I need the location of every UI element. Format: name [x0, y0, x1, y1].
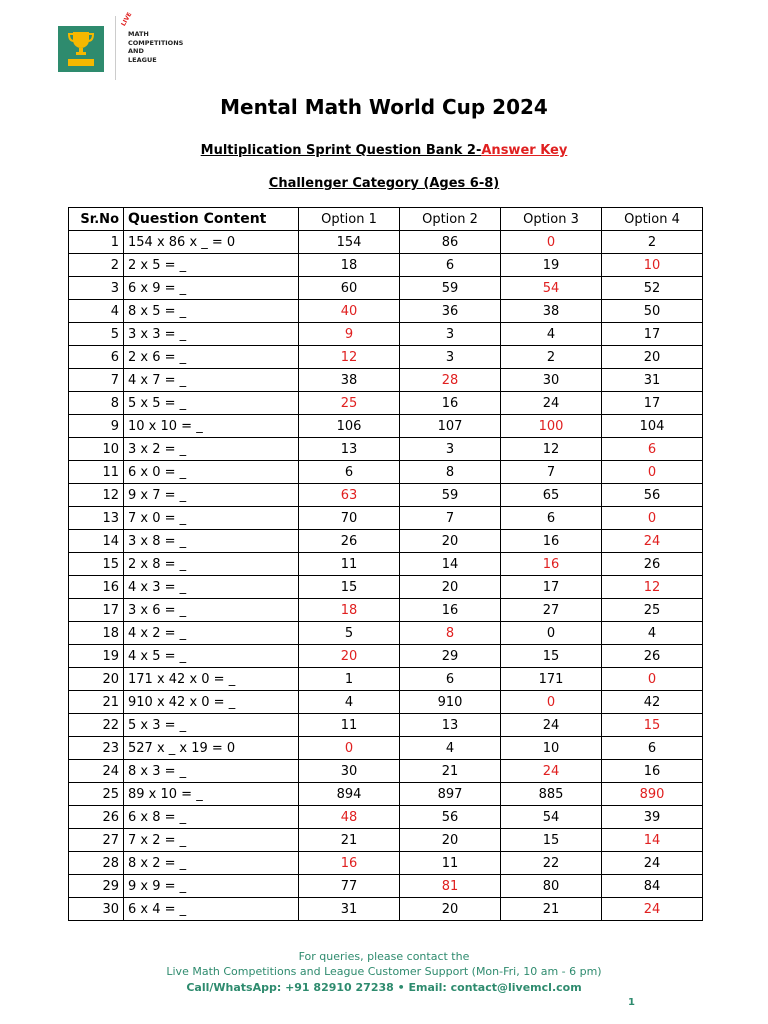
row-srno: 20	[69, 668, 124, 691]
row-option: 30	[299, 760, 400, 783]
page-subtitle	[0, 143, 768, 158]
row-option: 21	[299, 829, 400, 852]
table-row	[69, 277, 703, 300]
row-correct-option: 0	[501, 231, 602, 254]
row-option: 5	[299, 622, 400, 645]
row-option: 22	[501, 852, 602, 875]
row-correct-option: 48	[299, 806, 400, 829]
row-question: 3 x 6 = _	[124, 599, 299, 622]
row-option: 84	[602, 875, 703, 898]
row-question: 6 x 4 = _	[124, 898, 299, 921]
row-option: 54	[501, 806, 602, 829]
row-option: 897	[400, 783, 501, 806]
row-question: 4 x 7 = _	[124, 369, 299, 392]
row-option: 14	[400, 553, 501, 576]
row-question: 5 x 3 = _	[124, 714, 299, 737]
logo-plate	[68, 59, 94, 66]
row-option: 106	[299, 415, 400, 438]
row-correct-option: 28	[400, 369, 501, 392]
row-option: 4	[299, 691, 400, 714]
header-srno: Sr.No	[69, 208, 124, 231]
table-row	[69, 300, 703, 323]
row-correct-option: 18	[299, 599, 400, 622]
row-option: 42	[602, 691, 703, 714]
row-option: 21	[501, 898, 602, 921]
row-correct-option: 81	[400, 875, 501, 898]
row-option: 16	[602, 760, 703, 783]
row-correct-option: 0	[501, 691, 602, 714]
row-srno: 17	[69, 599, 124, 622]
row-srno: 4	[69, 300, 124, 323]
row-correct-option: 6	[602, 438, 703, 461]
row-srno: 22	[69, 714, 124, 737]
row-question: 8 x 5 = _	[124, 300, 299, 323]
row-option: 4	[602, 622, 703, 645]
row-question: 89 x 10 = _	[124, 783, 299, 806]
row-srno: 7	[69, 369, 124, 392]
page-title: Mental Math World Cup 2024	[220, 95, 548, 119]
row-question: 8 x 3 = _	[124, 760, 299, 783]
row-srno: 15	[69, 553, 124, 576]
row-option: 15	[501, 645, 602, 668]
header-question: Question Content	[124, 208, 299, 231]
row-option: 29	[400, 645, 501, 668]
header-option-4: Option 4	[602, 208, 703, 231]
row-option: 7	[400, 507, 501, 530]
row-question: 5 x 5 = _	[124, 392, 299, 415]
footer-line-2: Live Math Competitions and League Customer Support (Mon-Fri, 10 am - 6 pm)	[166, 965, 602, 978]
row-option: 15	[501, 829, 602, 852]
table-row	[69, 645, 703, 668]
row-correct-option: 12	[299, 346, 400, 369]
row-question: 154 x 86 x _ = 0	[124, 231, 299, 254]
row-option: 56	[602, 484, 703, 507]
row-option: 20	[400, 576, 501, 599]
row-option: 20	[602, 346, 703, 369]
row-option: 24	[501, 392, 602, 415]
row-correct-option: 12	[602, 576, 703, 599]
row-option: 107	[400, 415, 501, 438]
trophy-icon	[67, 30, 95, 56]
row-srno: 26	[69, 806, 124, 829]
row-option: 59	[400, 484, 501, 507]
row-option: 154	[299, 231, 400, 254]
row-question: 171 x 42 x 0 = _	[124, 668, 299, 691]
row-srno: 16	[69, 576, 124, 599]
row-option: 12	[501, 438, 602, 461]
row-option: 77	[299, 875, 400, 898]
header-option-3: Option 3	[501, 208, 602, 231]
row-option: 20	[400, 829, 501, 852]
row-correct-option: 9	[299, 323, 400, 346]
row-option: 16	[400, 599, 501, 622]
row-question: 4 x 3 = _	[124, 576, 299, 599]
row-srno: 21	[69, 691, 124, 714]
row-srno: 25	[69, 783, 124, 806]
row-option: 6	[501, 507, 602, 530]
table-row	[69, 668, 703, 691]
row-srno: 24	[69, 760, 124, 783]
row-correct-option: 0	[299, 737, 400, 760]
row-option: 13	[299, 438, 400, 461]
row-srno: 1	[69, 231, 124, 254]
row-option: 2	[602, 231, 703, 254]
row-srno: 23	[69, 737, 124, 760]
row-option: 18	[299, 254, 400, 277]
row-question: 6 x 9 = _	[124, 277, 299, 300]
row-option: 86	[400, 231, 501, 254]
table-row	[69, 737, 703, 760]
row-correct-option: 16	[501, 553, 602, 576]
table-row	[69, 599, 703, 622]
row-correct-option: 24	[501, 760, 602, 783]
table-row	[69, 829, 703, 852]
table-header-row	[69, 208, 703, 231]
row-option: 4	[400, 737, 501, 760]
row-option: 56	[400, 806, 501, 829]
row-correct-option: 20	[299, 645, 400, 668]
row-option: 50	[602, 300, 703, 323]
row-option: 11	[299, 553, 400, 576]
row-option: 25	[602, 599, 703, 622]
row-option: 21	[400, 760, 501, 783]
row-option: 17	[501, 576, 602, 599]
row-option: 27	[501, 599, 602, 622]
row-correct-option: 40	[299, 300, 400, 323]
row-option: 171	[501, 668, 602, 691]
row-correct-option: 14	[602, 829, 703, 852]
row-question: 7 x 2 = _	[124, 829, 299, 852]
row-option: 11	[400, 852, 501, 875]
row-option: 38	[299, 369, 400, 392]
row-option: 885	[501, 783, 602, 806]
row-question: 527 x _ x 19 = 0	[124, 737, 299, 760]
row-correct-option: 15	[602, 714, 703, 737]
row-correct-option: 100	[501, 415, 602, 438]
table-row	[69, 576, 703, 599]
row-option: 13	[400, 714, 501, 737]
row-option: 26	[299, 530, 400, 553]
row-srno: 27	[69, 829, 124, 852]
row-correct-option: 25	[299, 392, 400, 415]
table-row	[69, 806, 703, 829]
row-question: 7 x 0 = _	[124, 507, 299, 530]
table-row	[69, 461, 703, 484]
row-srno: 19	[69, 645, 124, 668]
row-option: 20	[400, 898, 501, 921]
logo-live-text: LIVE	[120, 11, 134, 28]
header-option-1: Option 1	[299, 208, 400, 231]
row-option: 6	[400, 254, 501, 277]
logo-divider	[115, 16, 116, 80]
row-correct-option: 890	[602, 783, 703, 806]
row-correct-option: 63	[299, 484, 400, 507]
table-row	[69, 323, 703, 346]
row-option: 59	[400, 277, 501, 300]
row-srno: 28	[69, 852, 124, 875]
row-option: 31	[602, 369, 703, 392]
table-row	[69, 852, 703, 875]
table-row	[69, 369, 703, 392]
row-option: 894	[299, 783, 400, 806]
row-question: 4 x 2 = _	[124, 622, 299, 645]
table-row	[69, 346, 703, 369]
footer-line-1: For queries, please contact the	[298, 950, 470, 963]
row-option: 16	[501, 530, 602, 553]
row-question: 9 x 9 = _	[124, 875, 299, 898]
row-option: 70	[299, 507, 400, 530]
row-option: 17	[602, 392, 703, 415]
row-option: 36	[400, 300, 501, 323]
row-question: 4 x 5 = _	[124, 645, 299, 668]
table-row	[69, 553, 703, 576]
row-correct-option: 16	[299, 852, 400, 875]
row-srno: 6	[69, 346, 124, 369]
row-question: 6 x 8 = _	[124, 806, 299, 829]
row-option: 910	[400, 691, 501, 714]
row-srno: 10	[69, 438, 124, 461]
row-srno: 5	[69, 323, 124, 346]
row-srno: 3	[69, 277, 124, 300]
table-row	[69, 415, 703, 438]
row-option: 3	[400, 346, 501, 369]
row-option: 10	[501, 737, 602, 760]
row-option: 2	[501, 346, 602, 369]
row-option: 38	[501, 300, 602, 323]
row-srno: 14	[69, 530, 124, 553]
row-option: 20	[400, 530, 501, 553]
row-option: 6	[602, 737, 703, 760]
row-question: 2 x 5 = _	[124, 254, 299, 277]
table-row	[69, 691, 703, 714]
row-option: 4	[501, 323, 602, 346]
row-option: 8	[400, 461, 501, 484]
row-srno: 30	[69, 898, 124, 921]
row-correct-option: 8	[400, 622, 501, 645]
row-option: 26	[602, 645, 703, 668]
table-row	[69, 622, 703, 645]
row-option: 52	[602, 277, 703, 300]
row-question: 3 x 3 = _	[124, 323, 299, 346]
row-question: 8 x 2 = _	[124, 852, 299, 875]
table-row	[69, 760, 703, 783]
brand-logo	[58, 11, 184, 76]
row-option: 6	[299, 461, 400, 484]
row-option: 104	[602, 415, 703, 438]
logo-brand-text: MATH COMPETITIONS AND LEAGUE	[128, 30, 184, 64]
table-row	[69, 507, 703, 530]
row-question: 3 x 2 = _	[124, 438, 299, 461]
row-option: 26	[602, 553, 703, 576]
row-question: 2 x 8 = _	[124, 553, 299, 576]
table-row	[69, 875, 703, 898]
header-option-2: Option 2	[400, 208, 501, 231]
row-option: 31	[299, 898, 400, 921]
row-question: 9 x 7 = _	[124, 484, 299, 507]
row-srno: 13	[69, 507, 124, 530]
row-question: 2 x 6 = _	[124, 346, 299, 369]
table-row	[69, 438, 703, 461]
logo-badge	[58, 26, 104, 72]
row-srno: 9	[69, 415, 124, 438]
table-row	[69, 392, 703, 415]
row-option: 39	[602, 806, 703, 829]
table-row	[69, 783, 703, 806]
row-option: 11	[299, 714, 400, 737]
row-question: 3 x 8 = _	[124, 530, 299, 553]
row-srno: 18	[69, 622, 124, 645]
table-row	[69, 254, 703, 277]
row-option: 0	[501, 622, 602, 645]
row-srno: 12	[69, 484, 124, 507]
table-row	[69, 530, 703, 553]
row-srno: 8	[69, 392, 124, 415]
row-correct-option: 24	[602, 898, 703, 921]
row-option: 65	[501, 484, 602, 507]
row-option: 15	[299, 576, 400, 599]
row-question: 10 x 10 = _	[124, 415, 299, 438]
row-option: 3	[400, 438, 501, 461]
row-correct-option: 0	[602, 668, 703, 691]
table-row	[69, 714, 703, 737]
row-correct-option: 0	[602, 461, 703, 484]
answer-table	[68, 207, 703, 921]
row-correct-option: 0	[602, 507, 703, 530]
table-row	[69, 898, 703, 921]
row-option: 24	[602, 852, 703, 875]
table-row	[69, 231, 703, 254]
row-option: 17	[602, 323, 703, 346]
row-correct-option: 54	[501, 277, 602, 300]
row-srno: 11	[69, 461, 124, 484]
subtitle-answer-key: Answer Key	[481, 143, 568, 158]
row-option: 30	[501, 369, 602, 392]
row-option: 7	[501, 461, 602, 484]
row-option: 60	[299, 277, 400, 300]
row-correct-option: 24	[602, 530, 703, 553]
category-heading: Challenger Category (Ages 6-8)	[268, 176, 500, 191]
row-option: 3	[400, 323, 501, 346]
row-option: 80	[501, 875, 602, 898]
row-question: 910 x 42 x 0 = _	[124, 691, 299, 714]
table-row	[69, 484, 703, 507]
footer-contact-line: Call/WhatsApp: +91 82910 27238 • Email: contact@livemcl.com	[186, 981, 582, 994]
row-option: 24	[501, 714, 602, 737]
subtitle-main: Multiplication Sprint Question Bank 2-	[200, 143, 482, 158]
row-option: 1	[299, 668, 400, 691]
row-srno: 2	[69, 254, 124, 277]
row-option: 19	[501, 254, 602, 277]
row-correct-option: 10	[602, 254, 703, 277]
page-number: 1	[628, 997, 635, 1008]
row-option: 16	[400, 392, 501, 415]
row-srno: 29	[69, 875, 124, 898]
row-question: 6 x 0 = _	[124, 461, 299, 484]
row-option: 6	[400, 668, 501, 691]
